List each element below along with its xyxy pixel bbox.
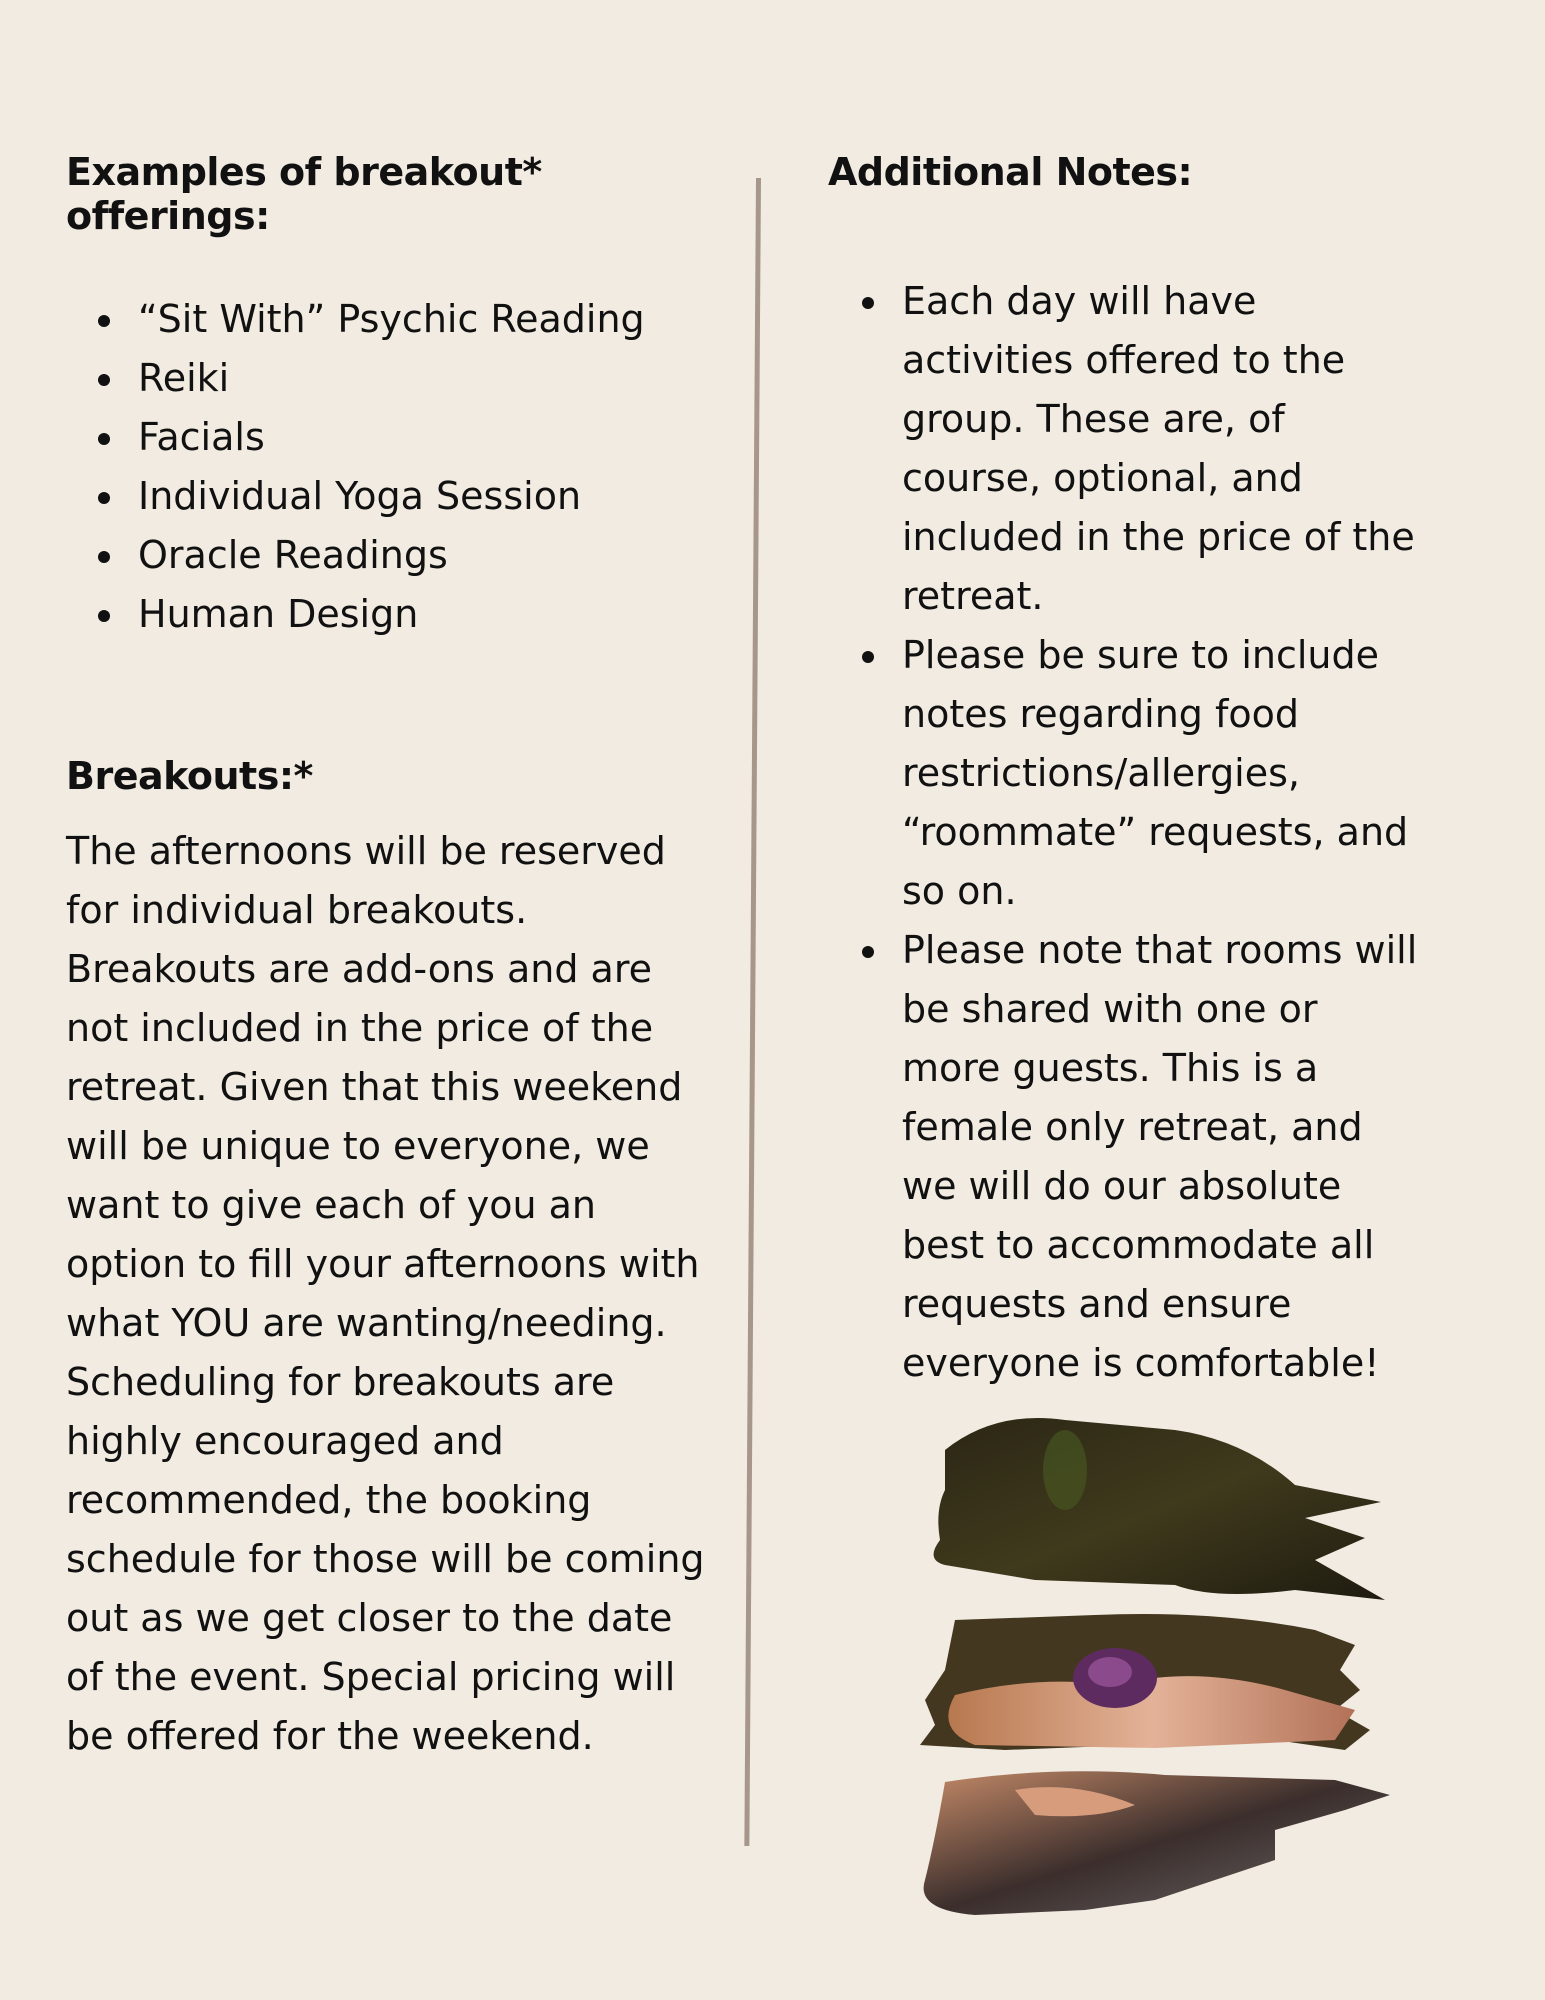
breakouts-heading: Breakouts:* bbox=[66, 754, 313, 798]
left-column bbox=[66, 150, 726, 1804]
list-item: Facials bbox=[98, 408, 726, 467]
column-divider bbox=[744, 178, 761, 1846]
notes-heading: Additional Notes: bbox=[828, 150, 1193, 194]
right-column bbox=[828, 150, 1418, 1393]
list-item: Each day will have activities offered to the group. These are, of course, optional, and included in the price of the retreat. bbox=[862, 272, 1418, 626]
brush-stroke-photo bbox=[915, 1410, 1395, 1930]
list-item: Human Design bbox=[98, 585, 726, 644]
offerings-heading: Examples of breakout* offerings: bbox=[66, 150, 542, 238]
breakouts-paragraph: The afternoons will be reserved for individual breakouts. Breakouts are add-ons and are not included in the price of the retreat. Given that this weekend will be unique to everyone, we want to give each of you an option to fill your afternoons with what YOU are wanting/needing. Scheduling for breakouts are highly encouraged and recommended, the booking schedule for those will be coming out as we get closer to the date of the event. Special pricing will be offered for the weekend. bbox=[66, 829, 705, 1758]
list-item: Please note that rooms will be shared with one or more guests. This is a female only retreat, and we will do our absolute best to accommodate all requests and ensure everyone is comfortable! bbox=[862, 921, 1418, 1393]
list-item: Oracle Readings bbox=[98, 526, 726, 585]
list-item: Individual Yoga Session bbox=[98, 467, 726, 526]
list-item: Reiki bbox=[98, 349, 726, 408]
list-item: Please be sure to include notes regarding food restrictions/allergies, “roommate” requests, and so on. bbox=[862, 626, 1418, 921]
list-item: “Sit With” Psychic Reading bbox=[98, 290, 726, 349]
notes-list bbox=[862, 272, 1418, 1393]
offerings-list bbox=[98, 290, 726, 644]
